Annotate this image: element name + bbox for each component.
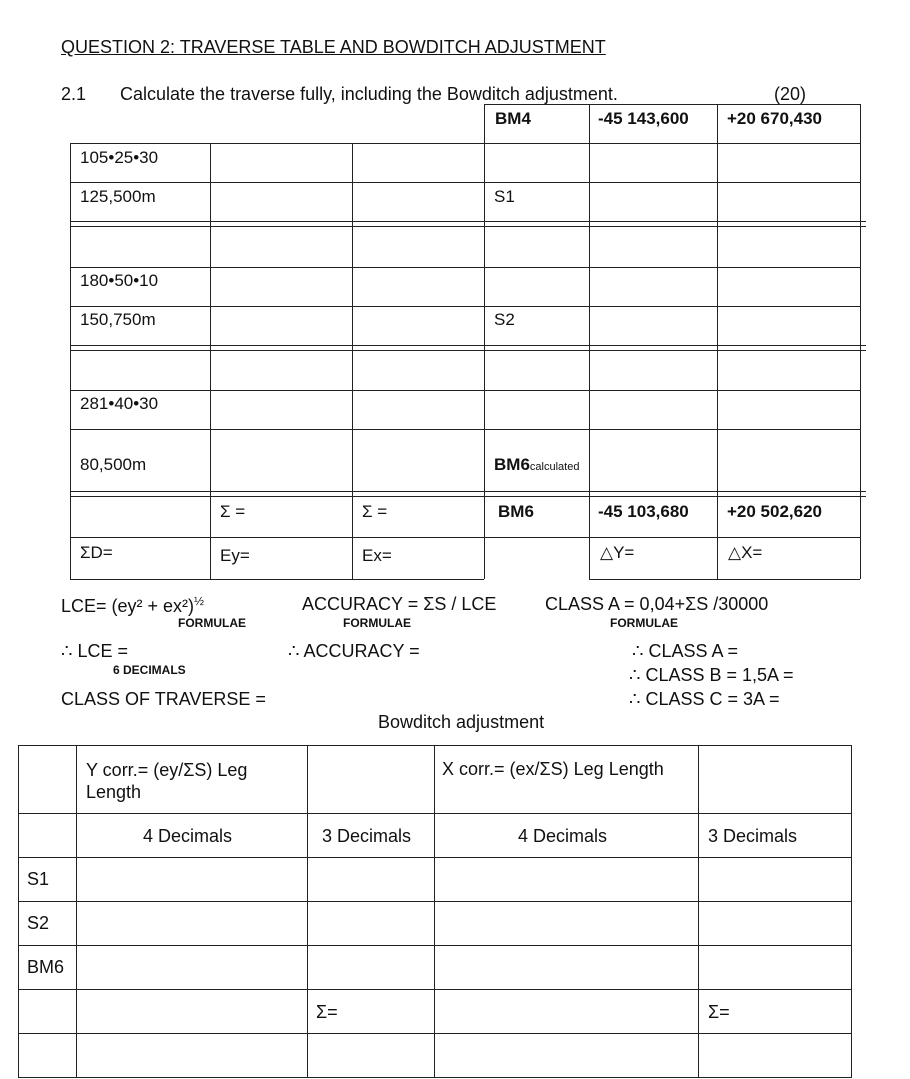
sum-distance-label: ΣD=: [80, 543, 113, 562]
leg-2-station: S2: [494, 310, 515, 329]
y-correction-decimals: 4 Decimals: [143, 826, 233, 846]
x-correction-header: X corr.= (ex/ΣS) Leg Length: [442, 759, 664, 779]
x-correction-sum: Σ=: [708, 1002, 730, 1022]
sum-y-label: Σ =: [220, 502, 246, 521]
y-correction-header-line1: Y corr.= (ey/ΣS) Leg: [86, 760, 248, 780]
formulae-label-class: FORMULAE: [610, 616, 678, 630]
table-border: [18, 745, 19, 1078]
page-title: QUESTION 2: TRAVERSE TABLE AND BOWDITCH ADJUSTMENT: [61, 37, 606, 57]
end-station: BM6: [498, 502, 534, 521]
y-correction-header: [86, 759, 247, 803]
table-border: [70, 143, 71, 579]
delta-y-label: △Y=: [600, 543, 635, 562]
table-border: [18, 745, 852, 746]
table-border: [717, 104, 718, 579]
start-x-coordinate: +20 670,430: [727, 109, 823, 128]
table-border: [70, 143, 860, 144]
table-border: [18, 1033, 852, 1034]
question-text: Calculate the traverse fully, including the Bowditch adjustment.: [120, 84, 618, 104]
start-y-coordinate: -45 143,600: [598, 109, 689, 128]
leg-2-distance: 150,750m: [80, 310, 156, 329]
table-border: [70, 579, 484, 580]
table-border: [18, 989, 852, 990]
delta-x-label: △X=: [728, 543, 763, 562]
table-border: [18, 1077, 852, 1078]
table-border: [18, 901, 852, 902]
formulae-label-lce: FORMULAE: [178, 616, 246, 630]
lce-result: ∴ LCE =: [61, 641, 128, 661]
error-x-label: Ex=: [362, 546, 392, 565]
table-border: [698, 745, 699, 1078]
bowditch-title: Bowditch adjustment: [378, 712, 545, 732]
end-x-coordinate: +20 502,620: [727, 502, 823, 521]
table-border: [352, 143, 353, 579]
table-border: [70, 267, 860, 268]
leg-1-bearing: 105•25•30: [80, 148, 159, 167]
leg-3-station: [494, 455, 579, 475]
leg-3-bearing: 281•40•30: [80, 394, 159, 413]
y-correction-sum: Σ=: [316, 1002, 338, 1022]
table-border: [307, 745, 308, 1078]
class-a-result: ∴ CLASS A =: [632, 641, 739, 661]
table-border: [18, 813, 852, 814]
table-border: [70, 390, 860, 391]
accuracy-formula: ACCURACY = ΣS / LCE: [302, 594, 497, 614]
question-number: 2.1: [61, 84, 87, 104]
end-y-coordinate: -45 103,680: [598, 502, 689, 521]
table-border: [70, 537, 860, 538]
table-border: [589, 104, 590, 579]
leg-3-distance: 80,500m: [80, 455, 147, 474]
table-double-border: [70, 491, 866, 497]
table-border: [434, 745, 435, 1078]
table-border: [484, 104, 860, 105]
table-border: [70, 429, 860, 430]
table-border: [18, 945, 852, 946]
start-station: BM4: [495, 109, 531, 128]
table-border: [851, 745, 852, 1078]
table-border: [860, 104, 861, 579]
table-border: [76, 745, 77, 1078]
leg-1-station: S1: [494, 187, 515, 206]
formulae-label-accuracy: FORMULAE: [343, 616, 411, 630]
table-double-border: [70, 345, 866, 351]
table-border: [70, 182, 860, 183]
class-a-formula: CLASS A = 0,04+ΣS /30000: [545, 594, 769, 614]
leg-3-station-subscript: calculated: [529, 461, 580, 473]
question-marks: (20): [774, 84, 807, 104]
x-correction-decimals: 4 Decimals: [518, 826, 608, 846]
table-border: [70, 306, 860, 307]
y-value-decimals: 3 Decimals: [322, 826, 412, 846]
accuracy-result: ∴ ACCURACY =: [288, 641, 420, 661]
table-border: [484, 104, 485, 579]
lce-formula-text: LCE= (ey² + ex²): [61, 596, 195, 616]
lce-formula-exponent: ½: [194, 594, 205, 608]
class-c-result: ∴ CLASS C = 3A =: [629, 689, 780, 709]
table-double-border: [70, 221, 866, 227]
table-border: [210, 143, 211, 579]
lce-formula: [61, 594, 204, 617]
leg-2-bearing: 180•50•10: [80, 271, 159, 290]
class-b-result: ∴ CLASS B = 1,5A =: [629, 665, 794, 685]
sum-x-label: Σ =: [362, 502, 388, 521]
table-border: [589, 579, 860, 580]
y-correction-header-line2: Length: [86, 782, 142, 802]
bowditch-row-s1: S1: [27, 869, 50, 889]
bowditch-row-bm6: BM6: [27, 957, 65, 977]
leg-1-distance: 125,500m: [80, 187, 156, 206]
six-decimals-label: 6 DECIMALS: [113, 663, 186, 677]
bowditch-row-s2: S2: [27, 913, 50, 933]
class-of-traverse: CLASS OF TRAVERSE =: [61, 689, 266, 709]
error-y-label: Ey=: [220, 546, 250, 565]
table-border: [18, 857, 852, 858]
leg-3-station-name: BM6: [494, 455, 530, 474]
x-value-decimals: 3 Decimals: [708, 826, 798, 846]
